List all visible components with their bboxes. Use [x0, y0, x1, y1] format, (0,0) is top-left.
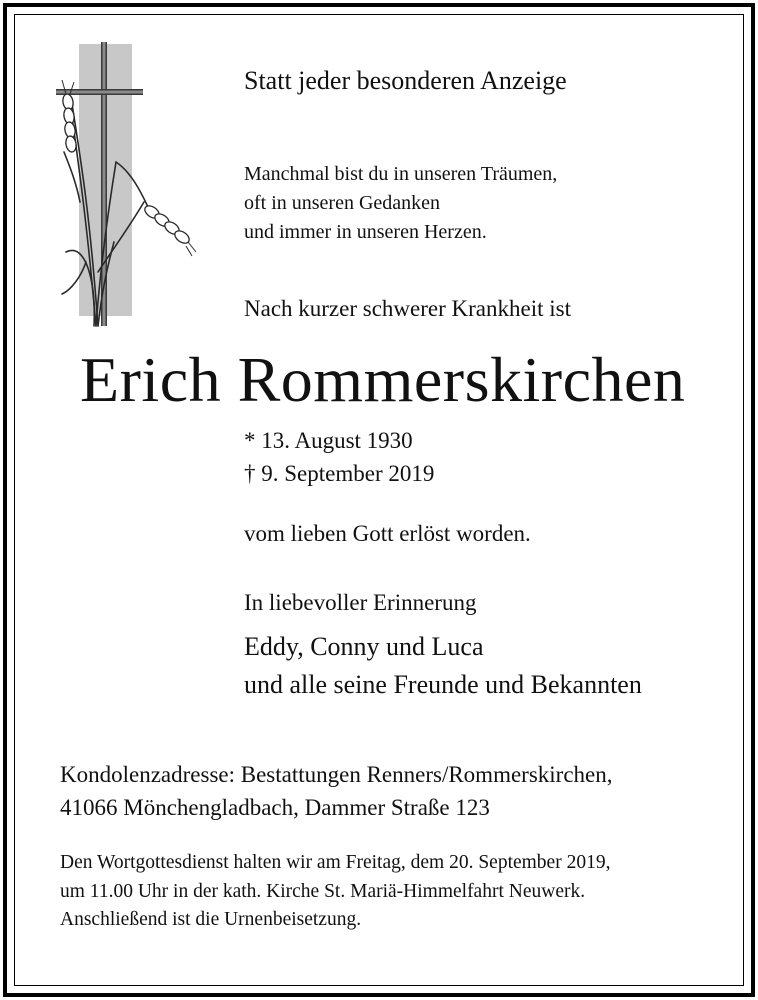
service-line: Den Wortgottesdienst halten wir am Freitag, dem 20. September 2019,: [60, 852, 611, 873]
deceased-name: Erich Rommerskirchen: [80, 344, 686, 415]
condolence-address: [60, 758, 613, 824]
cross-with-wheat-icon: [56, 42, 196, 332]
mourners-line: Eddy, Conny und Luca: [244, 632, 484, 661]
notice-heading: Statt jeder besonderen Anzeige: [244, 66, 567, 95]
life-dates: [244, 424, 434, 490]
memory-text: In liebevoller Erinnerung: [244, 590, 477, 615]
birth-date: * 13. August 1930: [244, 428, 413, 453]
poem-line: oft in unseren Gedanken: [244, 192, 441, 214]
service-line: um 11.00 Uhr in der kath. Kirche St. Mariä-Himmelfahrt Neuwerk.: [60, 881, 586, 902]
service-info: [60, 848, 610, 906]
mourners-line: und alle seine Freunde und Bekannten: [244, 670, 642, 699]
urn-burial-text: Anschließend ist die Urnenbeisetzung.: [60, 909, 362, 930]
condolence-line: Kondolenzadresse: Bestattungen Renners/Rommerskirchen,: [60, 762, 613, 787]
mourners: [244, 628, 642, 704]
poem: [244, 160, 557, 247]
intro-text: Nach kurzer schwerer Krankheit ist: [244, 296, 571, 321]
death-date: † 9. September 2019: [244, 461, 435, 486]
poem-line: Manchmal bist du in unseren Träumen,: [244, 163, 558, 185]
condolence-line: 41066 Mönchengladbach, Dammer Straße 123: [60, 795, 490, 820]
released-text: vom lieben Gott erlöst worden.: [244, 521, 531, 546]
poem-line: und immer in unseren Herzen.: [244, 221, 487, 243]
